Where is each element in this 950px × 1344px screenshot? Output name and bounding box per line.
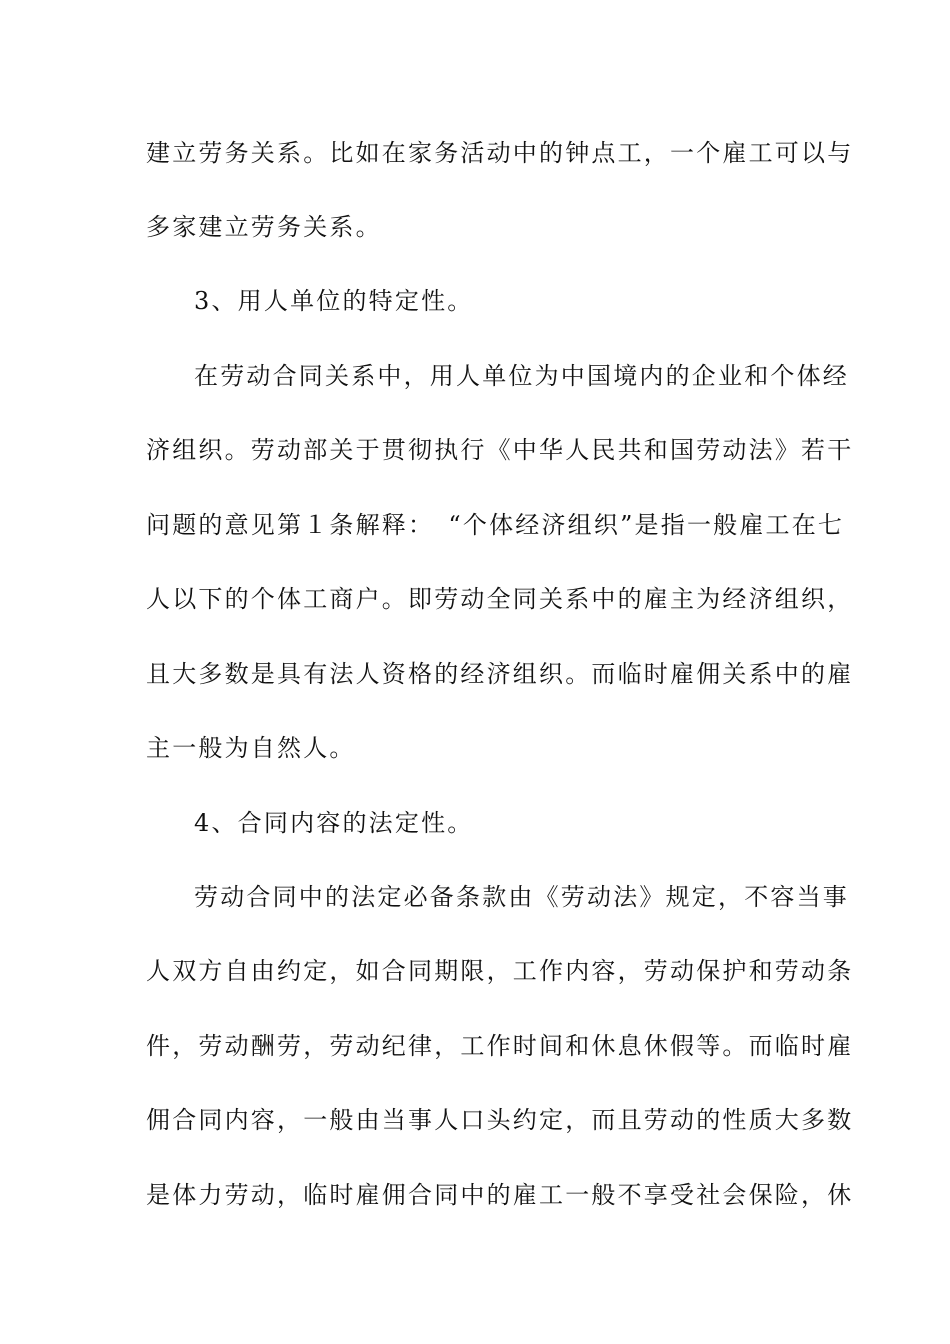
text-line: 人双方自由约定，如合同期限，工作内容，劳动保护和劳动条 [146,957,854,985]
text-line: 且大多数是具有法人资格的经济组织。而临时雇佣关系中的雇 [146,660,854,688]
text-line: 佣合同内容，一般由当事人口头约定，而且劳动的性质大多数 [146,1106,854,1134]
text-line: 是体力劳动，临时雇佣合同中的雇工一般不享受社会保险，休 [146,1181,854,1209]
text-line: 多家建立劳务关系。 [146,213,382,241]
text-line: 建立劳务关系。比如在家务活动中的钟点工，一个雇工可以与 [146,139,854,167]
text-line: 主一般为自然人。 [146,734,356,762]
section-heading: 4、合同内容的法定性。 [194,809,474,837]
text-line: 问题的意见第１条解释： “个体经济组织”是指一般雇工在七 [146,511,845,539]
paragraph-first-line: 劳动合同中的法定必备条款由《劳动法》规定，不容当事 [194,883,849,911]
paragraph-first-line: 在劳动合同关系中，用人单位为中国境内的企业和个体经 [194,362,849,390]
section-heading: 3、用人单位的特定性。 [194,287,474,315]
text-line: 件，劳动酬劳，劳动纪律，工作时间和休息休假等。而临时雇 [146,1032,854,1060]
text-line: 济组织。劳动部关于贯彻执行《中华人民共和国劳动法》若干 [146,436,854,464]
text-line: 人以下的个体工商户。即劳动全同关系中的雇主为经济组织， [146,585,854,613]
